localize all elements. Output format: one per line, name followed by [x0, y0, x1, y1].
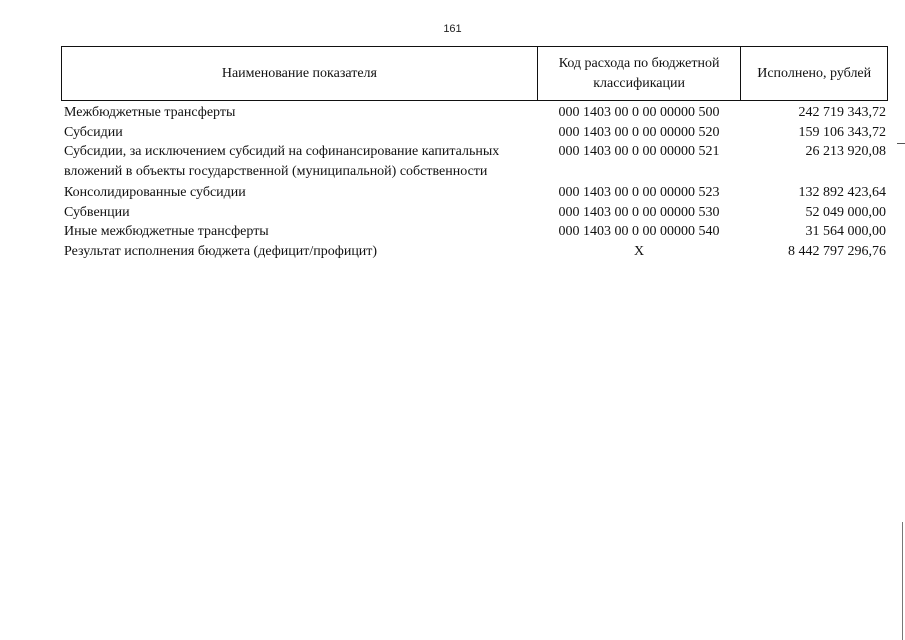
table-row	[61, 242, 888, 262]
row-name: Результат исполнения бюджета (дефицит/профицит)	[64, 243, 378, 259]
row-name: Субвенции	[64, 204, 130, 220]
row-name: Межбюджетные трансферты	[64, 105, 236, 120]
table-row	[61, 203, 888, 223]
row-name: Субсидии	[64, 124, 123, 140]
table-row	[61, 103, 888, 123]
row-amount: 242 719 343,72	[798, 105, 886, 120]
table-header	[61, 46, 888, 101]
row-code: 000 1403 00 0 00 00000 500	[558, 105, 720, 120]
row-amount: 26 213 920,08	[805, 144, 886, 159]
row-amount: 159 106 343,72	[798, 124, 886, 140]
header-indicator-name: Наименование показателя	[221, 65, 377, 81]
page-number: 161	[443, 23, 462, 35]
budget-table	[61, 46, 888, 261]
row-amount: 52 049 000,00	[805, 204, 886, 220]
scan-edge-line	[902, 522, 903, 640]
header-expense-code: Код расхода по бюджетной классификации	[537, 47, 741, 100]
row-code: 000 1403 00 0 00 00000 523	[558, 185, 720, 200]
row-code: 000 1403 00 0 00 00000 520	[558, 124, 720, 140]
row-name: Консолидированные субсидии	[64, 185, 246, 200]
row-name: Иные межбюджетные трансферты	[64, 224, 269, 239]
table-row	[61, 142, 888, 181]
row-name: Субсидии, за исключением субсидий на софинансирование капитальных вложений в объекты государственной (муниципальной) собственности	[64, 144, 500, 179]
row-code: 000 1403 00 0 00 00000 530	[558, 204, 720, 220]
row-amount: 132 892 423,64	[798, 185, 886, 200]
header-executed-amount: Исполнено, рублей	[740, 47, 887, 100]
row-amount: 31 564 000,00	[805, 224, 886, 239]
row-code: 000 1403 00 0 00 00000 540	[558, 224, 720, 239]
table-row	[61, 123, 888, 143]
table-row	[61, 183, 888, 203]
margin-mark	[897, 143, 905, 144]
row-amount: 8 442 797 296,76	[788, 243, 886, 259]
row-code: X	[633, 243, 645, 259]
row-code: 000 1403 00 0 00 00000 521	[558, 144, 720, 159]
table-row	[61, 222, 888, 242]
table-body	[61, 103, 888, 261]
